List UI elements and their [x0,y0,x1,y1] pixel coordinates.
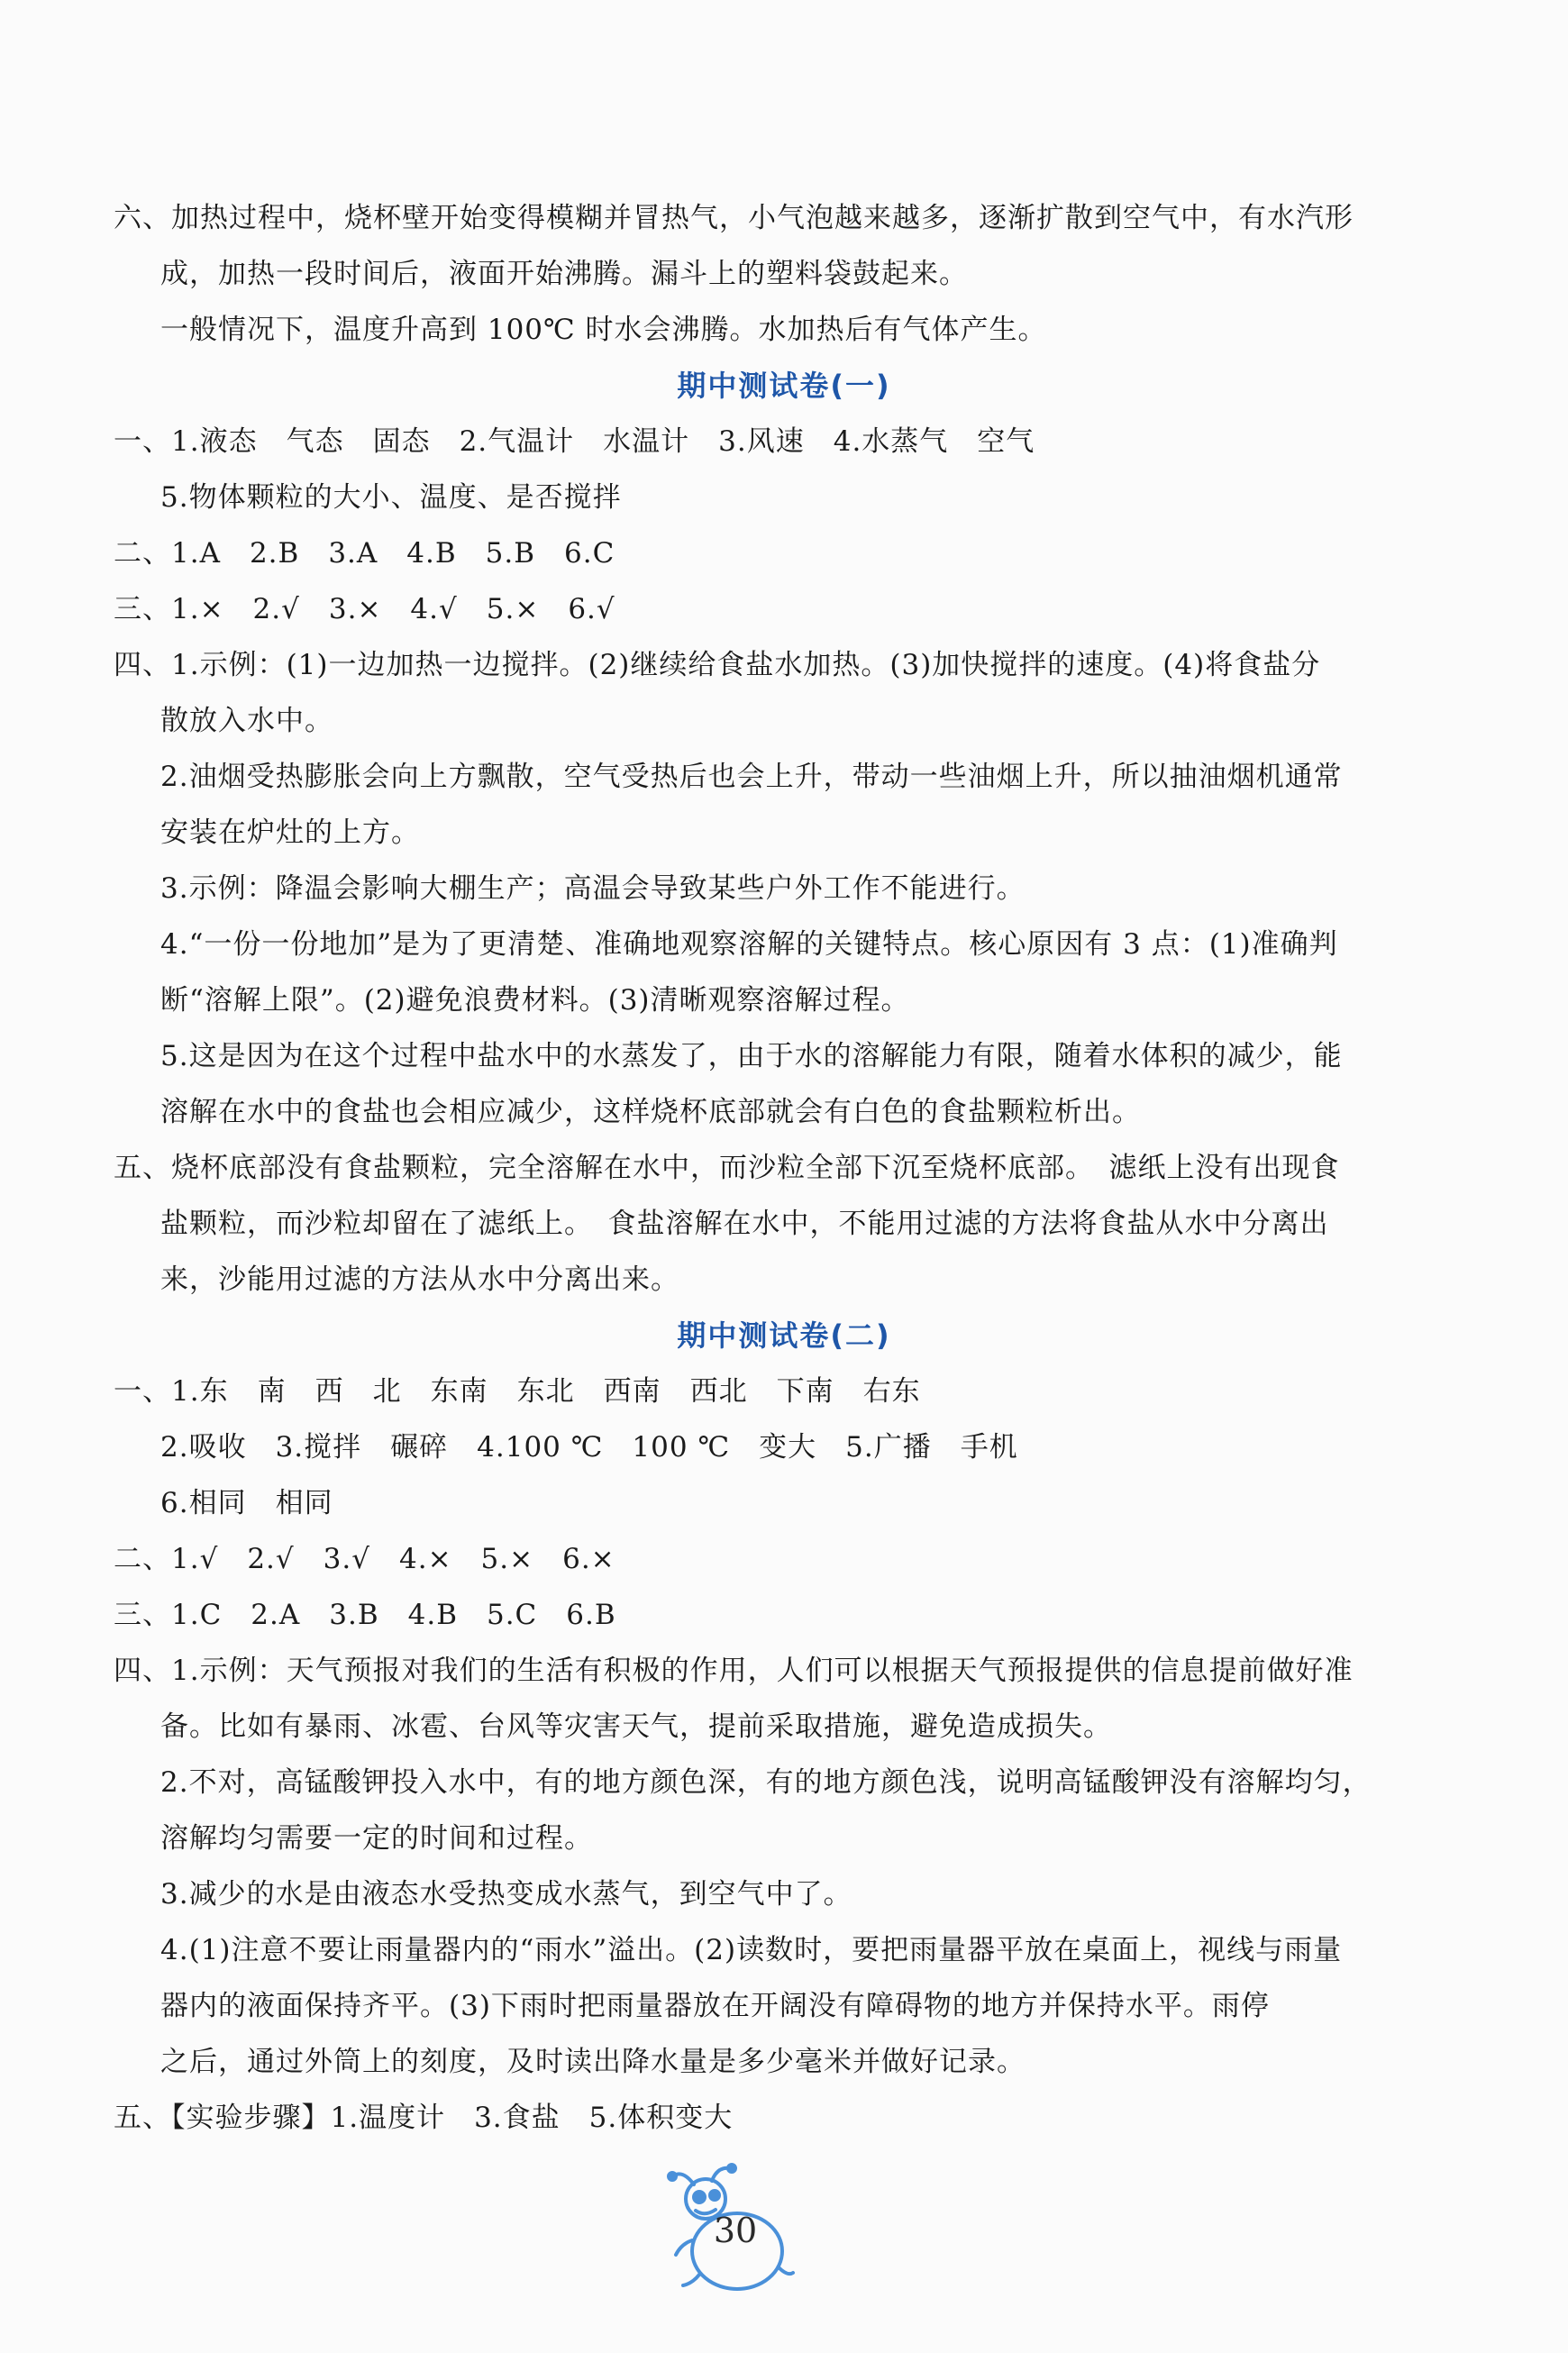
text-line: 之后，通过外筒上的刻度，及时读出降水量是多少毫米并做好记录。 [160,2046,1026,2078]
text-line: 器内的液面保持齐平。(3)下雨时把雨量器放在开阔没有障碍物的地方并保持水平。雨停 [160,1990,1270,2022]
text-line: 安装在炉灶的上方。 [160,816,420,849]
text-line: 四、1.示例：(1)一边加热一边搅拌。(2)继续给食盐水加热。(3)加快搅拌的速度。(4)将食盐分 [114,649,1321,681]
text-line: 三、1.C 2.A 3.B 4.B 5.C 6.B [114,1599,616,1631]
text-line: 2.油烟受热膨胀会向上方飘散，空气受热后也会上升，带动一些油烟上升，所以抽油烟机通常 [160,761,1343,793]
text-line: 二、1.√ 2.√ 3.√ 4.× 5.× 6.× [114,1543,615,1575]
section-heading: 期中测试卷(二) [677,1318,891,1353]
text-line: 溶解在水中的食盐也会相应减少，这样烧杯底部就会有白色的食盐颗粒析出。 [160,1096,1141,1128]
page-number: 30 [713,2211,758,2250]
text-line: 断“溶解上限”。(2)避免浪费材料。(3)清晰观察溶解过程。 [160,984,910,1017]
text-line: 散放入水中。 [160,705,333,737]
text-line: 5.物体颗粒的大小、温度、是否搅拌 [160,481,622,514]
text-line: 4.(1)注意不要让雨量器内的“雨水”溢出。(2)读数时，要把雨量器平放在桌面上，视线与雨量 [160,1934,1343,1966]
text-line: 备。比如有暴雨、冰雹、台风等灾害天气，提前采取措施，避免造成损失。 [160,1710,1112,1743]
text-line: 成，加热一段时间后，液面开始沸腾。漏斗上的塑料袋鼓起来。 [160,258,968,290]
section-heading: 期中测试卷(一) [677,369,891,403]
text-line: 溶解均匀需要一定的时间和过程。 [160,1822,593,1855]
text-line: 4.“一份一份地加”是为了更清楚、准确地观察溶解的关键特点。核心原因有 3 点：(1)准确判 [160,928,1338,961]
text-line: 一、1.东 南 西 北 东南 东北 西南 西北 下南 右东 [114,1375,921,1408]
text-line: 三、1.× 2.√ 3.× 4.√ 5.× 6.√ [114,593,615,625]
text-line: 四、1.示例：天气预报对我们的生活有积极的作用，人们可以根据天气预报提供的信息提前做好准 [114,1655,1354,1687]
text-line: 6.相同 相同 [160,1487,333,1519]
text-line: 一、1.液态 气态 固态 2.气温计 水温计 3.风速 4.水蒸气 空气 [114,425,1035,458]
text-line: 3.示例：降温会影响大棚生产；高温会导致某些户外工作不能进行。 [160,872,1026,905]
text-line: 二、1.A 2.B 3.A 4.B 5.B 6.C [114,537,615,570]
text-line: 2.不对，高锰酸钾投入水中，有的地方颜色深，有的地方颜色浅，说明高锰酸钾没有溶解均匀， [160,1766,1372,1799]
text-line: 2.吸收 3.搅拌 碾碎 4.100 ℃ 100 ℃ 变大 5.广播 手机 [160,1431,1018,1464]
text-line: 盐颗粒，而沙粒却留在了滤纸上。 食盐溶解在水中，不能用过滤的方法将食盐从水中分离出 [160,1208,1329,1240]
text-line: 五、烧杯底部没有食盐颗粒，完全溶解在水中，而沙粒全部下沉至烧杯底部。 滤纸上没有出现食 [114,1152,1340,1184]
text-line: 一般情况下，温度升高到 100℃ 时水会沸腾。水加热后有气体产生。 [160,314,1047,346]
text-line: 六、加热过程中，烧杯壁开始变得模糊并冒热气，小气泡越来越多，逐渐扩散到空气中，有水汽形 [114,202,1354,234]
text-line: 5.这是因为在这个过程中盐水中的水蒸发了，由于水的溶解能力有限，随着水体积的减少，能 [160,1040,1343,1072]
text-line: 五、【实验步骤】1.温度计 3.食盐 5.体积变大 [114,2102,734,2134]
text-line: 3.减少的水是由液态水受热变成水蒸气，到空气中了。 [160,1878,852,1911]
text-line: 来，沙能用过滤的方法从水中分离出来。 [160,1263,679,1296]
